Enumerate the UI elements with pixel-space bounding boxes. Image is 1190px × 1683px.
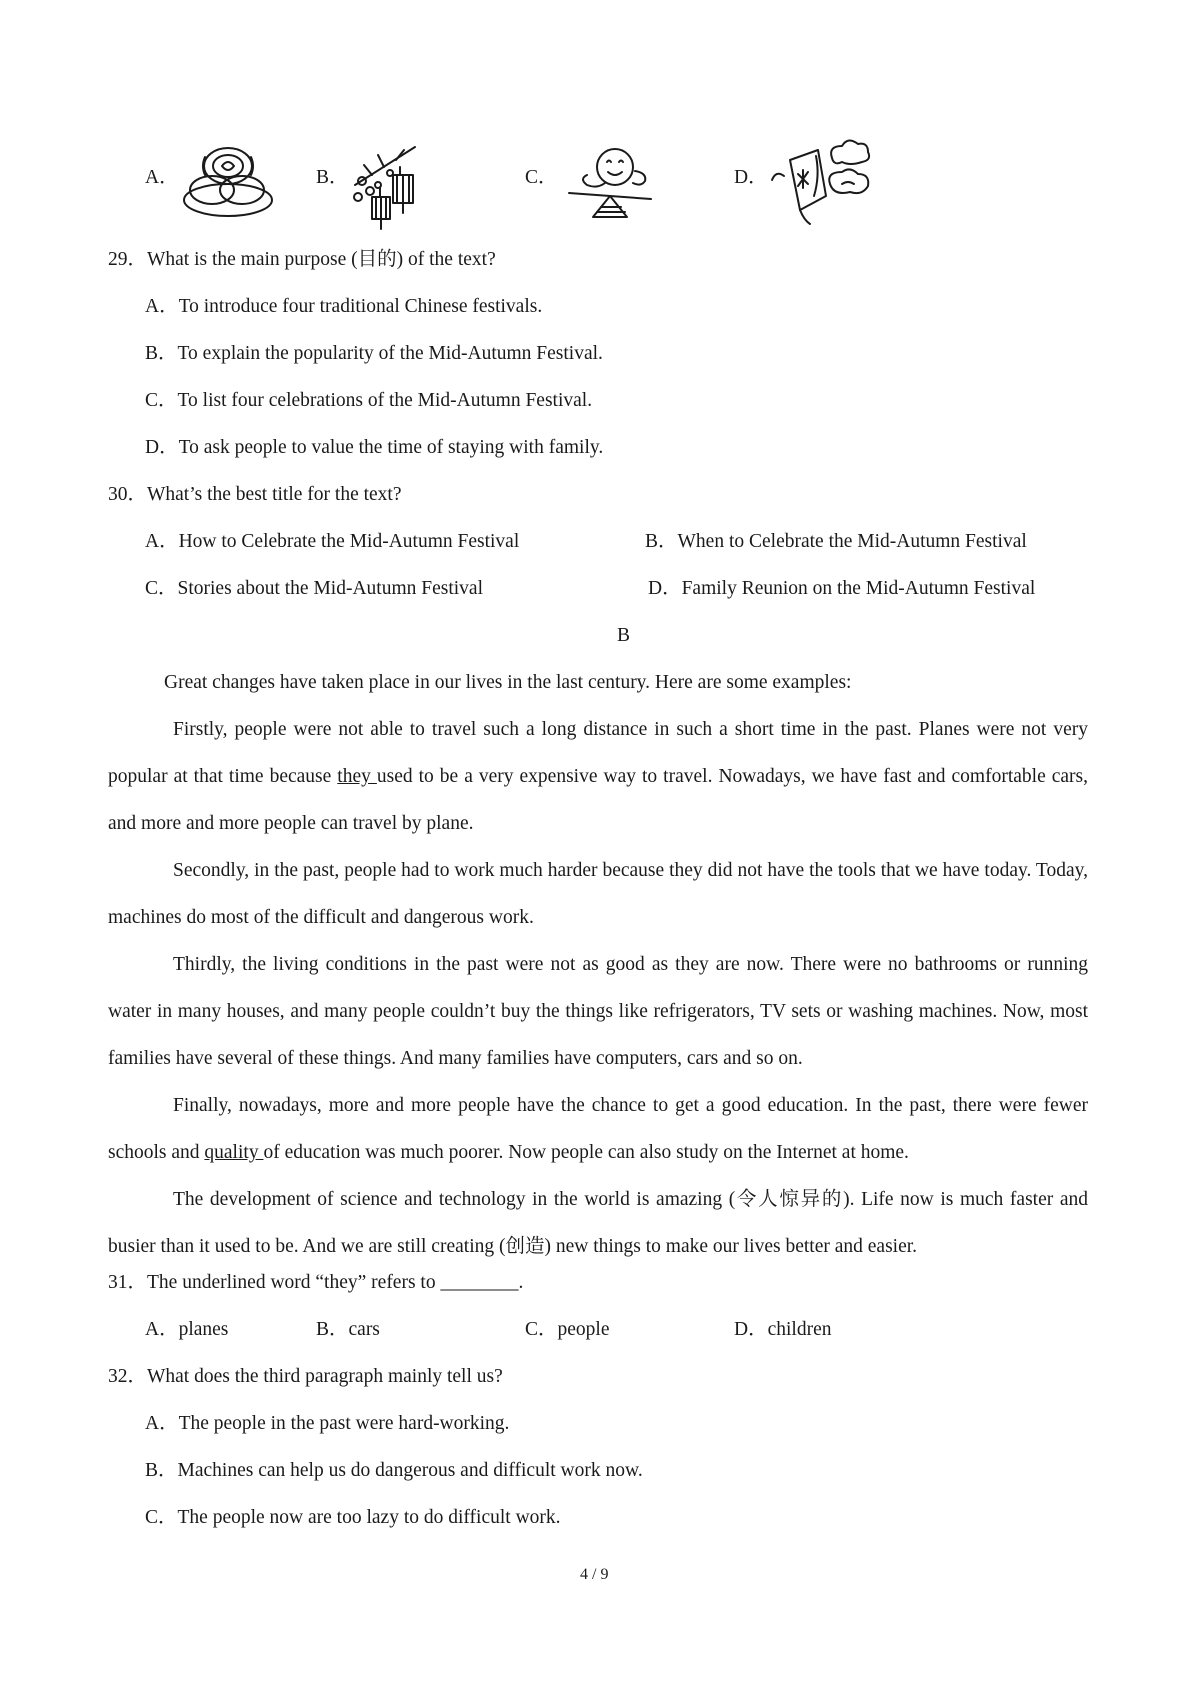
page-number: 4 / 9 [580, 1566, 609, 1583]
q30-stem: 30．What’s the best title for the text? [108, 484, 402, 505]
q28-option-a-letter: A． [145, 167, 179, 188]
passage-paragraph-1: Firstly, people were not able to travel such a long distance in such a short time in the past. Planes were not very popular at that time because they used to be a very expensive way to travel. Nowadays, we have fast and comfortable cars, and more and more people can travel by plane. [108, 719, 1089, 834]
q29-option-b: B．To explain the popularity of the Mid-Autumn Festival. [145, 343, 603, 364]
q32-stem: 32．What does the third paragraph mainly tell us? [108, 1366, 503, 1387]
passage-paragraph-5: The development of science and technology in the world is amazing (令人惊异的). Life now is much faster and busier than it used to be. And we are still creating (创造) new things to make our lives better and easier. [108, 1189, 1088, 1257]
lantern-cloud-icon [770, 138, 880, 233]
q28-option-c-letter: C． [525, 167, 558, 188]
q31-option-c: C．people [525, 1319, 610, 1340]
q29-option-d: D．To ask people to value the time of staying with family. [145, 437, 604, 458]
q32-option-b: B．Machines can help us do dangerous and difficult work now. [145, 1460, 643, 1481]
q30-option-d: D．Family Reunion on the Mid-Autumn Festival [648, 578, 1036, 599]
q29-option-c: C．To list four celebrations of the Mid-Autumn Festival. [145, 390, 593, 411]
q28-option-d-letter: D． [734, 167, 768, 188]
passage-b [108, 659, 1088, 1270]
q29-stem: 29．What is the main purpose (目的) of the text? [108, 249, 496, 270]
passage-heading: B [617, 625, 631, 646]
q29-option-a: A．To introduce four traditional Chinese festivals. [145, 296, 543, 317]
q30-option-b: B．When to Celebrate the Mid-Autumn Festival [645, 531, 1027, 552]
q30-option-a: A．How to Celebrate the Mid-Autumn Festival [145, 531, 520, 552]
q31-option-d: D．children [734, 1319, 832, 1340]
q31-option-b: B．cars [316, 1319, 380, 1340]
q28-option-b-letter: B． [316, 167, 349, 188]
passage-paragraph-3: Thirdly, the living conditions in the past were not as good as they are now. There were no bathrooms or running water in many houses, and many people couldn’t buy the things like refrigerators, TV sets or washing machines. Now, most families have several of these things. And many families have computers, cars and so on. [108, 954, 1088, 1069]
passage-intro: Great changes have taken place in our lives in the last century. Here are some examples: [164, 672, 852, 693]
q32-option-a: A．The people in the past were hard-working. [145, 1413, 510, 1434]
lanterns-icon [350, 145, 430, 230]
underlined-word-quality: quality [204, 1142, 264, 1163]
q30-option-c: C．Stories about the Mid-Autumn Festival [145, 578, 483, 599]
passage-paragraph-4: Finally, nowadays, more and more people have the chance to get a good education. In the past, there were fewer schools and quality of education was much poorer. Now people can also study on the Internet at home. [108, 1095, 1088, 1163]
mooncakes-icon [180, 142, 280, 222]
passage-paragraph-2: Secondly, in the past, people had to work much harder because they did not have the tools that we have today. Today, machines do most of the difficult and dangerous work. [108, 860, 1088, 928]
moon-seesaw-icon [565, 145, 655, 225]
q31-stem: 31．The underlined word “they” refers to ________. [108, 1272, 524, 1293]
underlined-word-they: they [337, 766, 377, 787]
q32-option-c: C．The people now are too lazy to do difficult work. [145, 1507, 561, 1528]
q31-option-a: A．planes [145, 1319, 229, 1340]
